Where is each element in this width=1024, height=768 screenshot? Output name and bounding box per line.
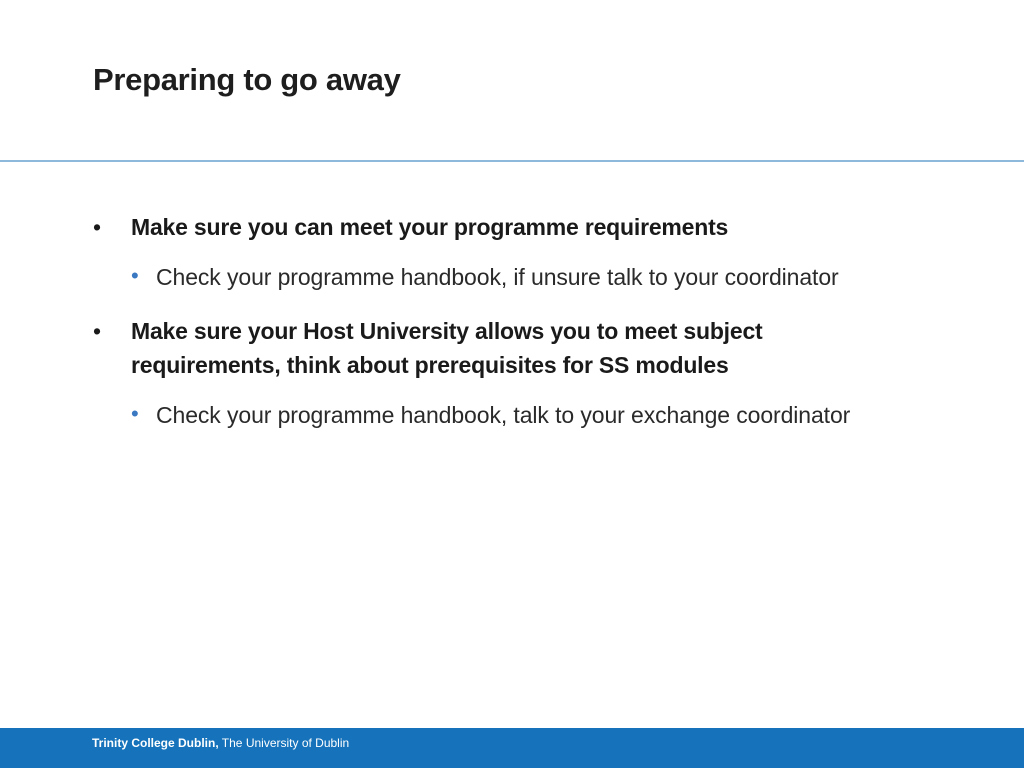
footer-institution: Trinity College Dublin,	[92, 736, 219, 750]
bullet-marker: •	[93, 214, 101, 240]
sub-bullet-text: Check your programme handbook, if unsure talk to your coordinator	[156, 264, 839, 290]
sub-bullet-text: Check your programme handbook, talk to your exchange coordinator	[156, 402, 851, 428]
bullet-marker: •	[93, 318, 101, 344]
sub-bullet-marker: •	[131, 401, 139, 426]
footer-subtitle: The University of Dublin	[218, 736, 350, 750]
sub-bullet-marker: •	[131, 263, 139, 288]
footer-text	[92, 735, 349, 751]
bullet-text: Make sure your Host University allows you to meet subject requirements, think about prerequisites for SS modules	[131, 318, 763, 378]
bullet-item	[93, 314, 873, 382]
slide-title: Preparing to go away	[93, 62, 401, 97]
slide-content	[93, 210, 873, 432]
bullet-text: Make sure you can meet your programme requirements	[131, 214, 729, 240]
bullet-item	[93, 210, 873, 244]
spacer	[93, 294, 873, 314]
title-divider	[0, 160, 1024, 162]
sub-bullet-item	[131, 398, 873, 432]
sub-bullet-item	[131, 260, 873, 294]
footer-bar	[0, 728, 1024, 768]
